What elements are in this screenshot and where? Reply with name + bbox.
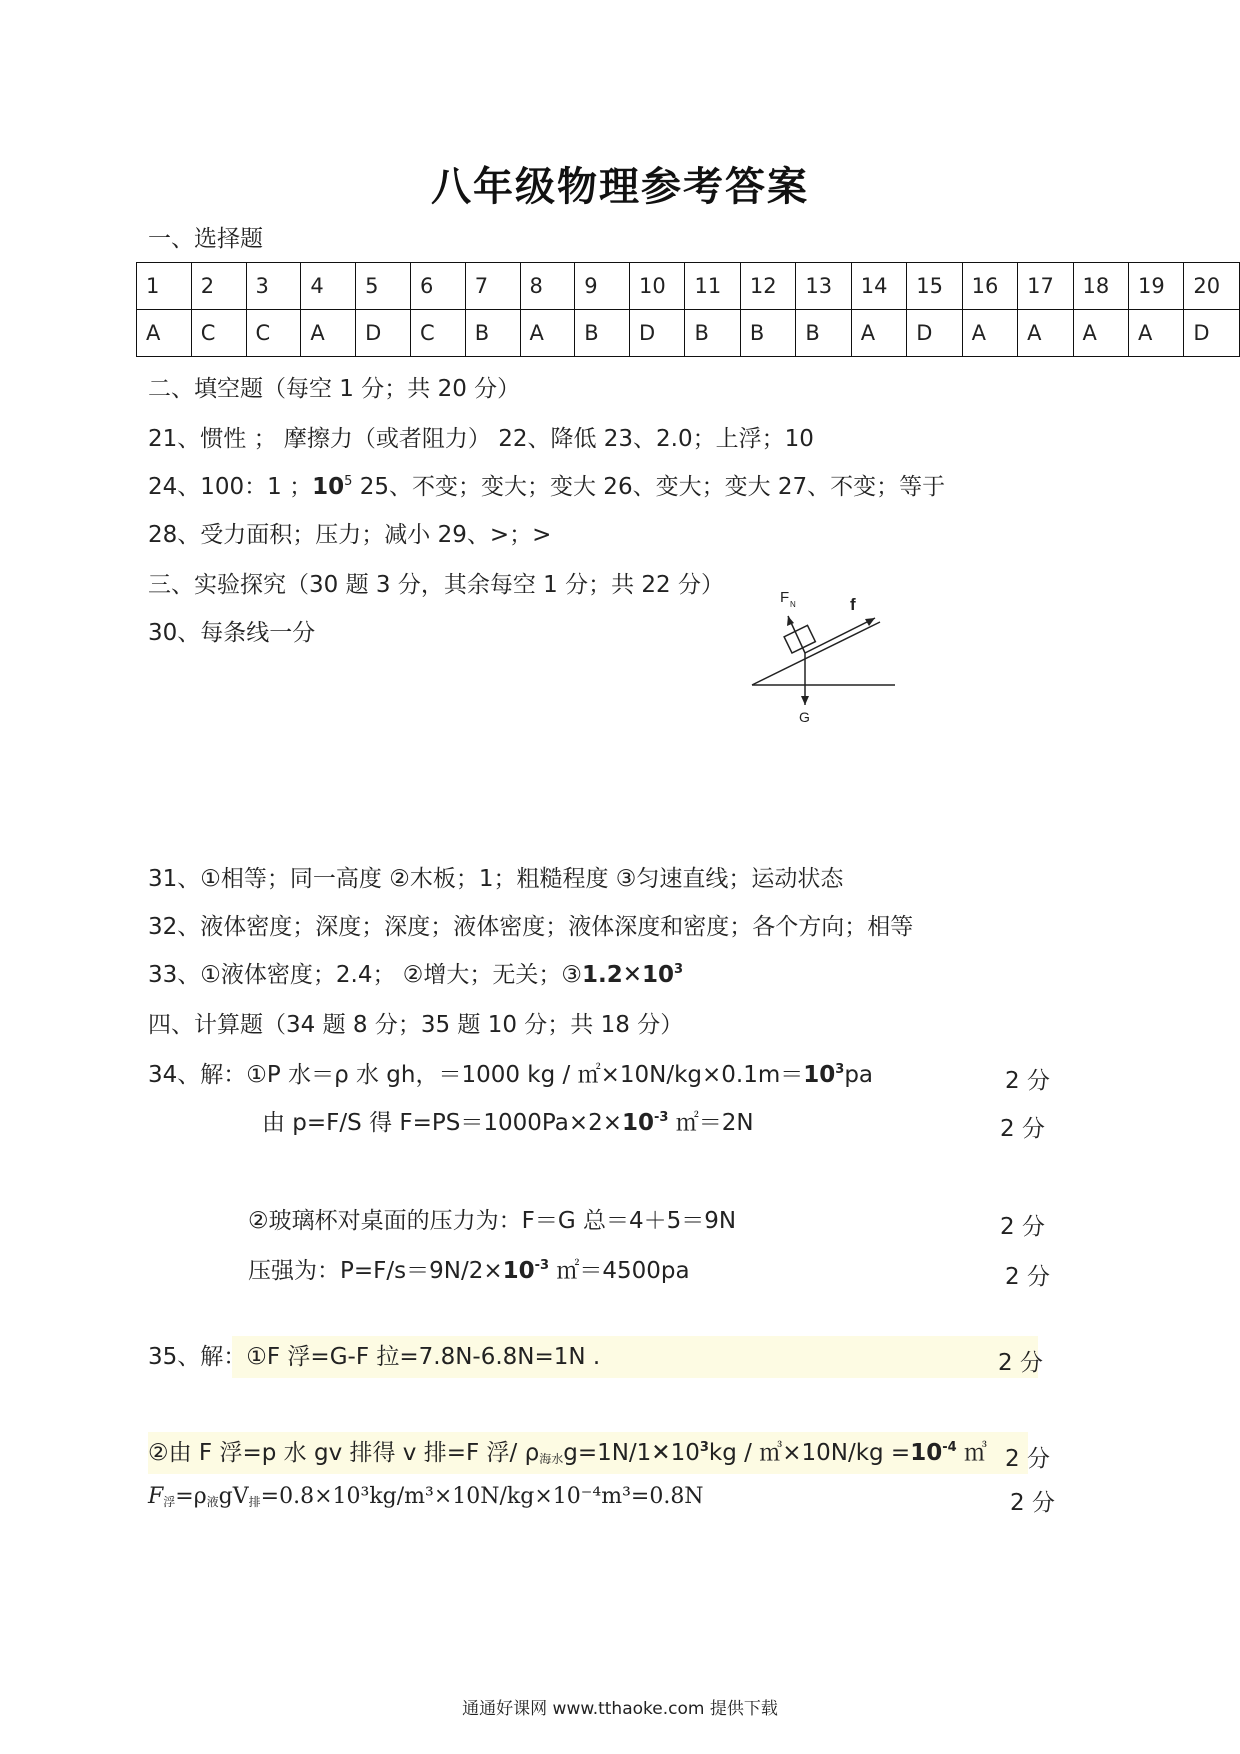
gravity-arrowhead [801, 696, 809, 705]
answer-33-value: 1.2✕10 [582, 962, 675, 988]
question-number-cell: 2 [191, 263, 246, 310]
answer-35-step2-exponent: 3 [699, 1440, 709, 1455]
question-number-cell: 11 [685, 263, 740, 310]
normal-force-label: F [780, 589, 790, 606]
answer-34-step4 [248, 1256, 690, 1286]
answer-34-step4-power: 10 [502, 1258, 535, 1284]
answer-cell: B [740, 310, 795, 357]
answer-35-step2-units: kg / ㎥×10N/kg = [708, 1440, 911, 1466]
normal-force-arrowhead [787, 616, 794, 626]
answer-cell: A [962, 310, 1017, 357]
answer-35-step2-text: ②由 F 浮=p 水 gv 排得 v 排=F 浮/ ρ [148, 1440, 540, 1466]
question-number-cell: 18 [1073, 263, 1128, 310]
answer-34-step1 [148, 1060, 873, 1090]
question-number-cell: 16 [962, 263, 1017, 310]
answer-35-step2-formula: g=1N/1✕10 [563, 1440, 700, 1466]
answer-row [137, 310, 1240, 357]
force-diagram [740, 580, 900, 725]
question-number-cell: 3 [246, 263, 301, 310]
answer-cell: B [465, 310, 520, 357]
answer-35-step2-power-exponent: -4 [942, 1440, 957, 1455]
question-number-cell: 13 [796, 263, 851, 310]
answer-24-exponent: 5 [344, 474, 353, 489]
question-number-cell: 5 [356, 263, 411, 310]
answer-cell: D [630, 310, 685, 357]
question-number-cell: 4 [301, 263, 356, 310]
page-title: 八年级物理参考答案 [431, 163, 809, 210]
answer-32: 32、液体密度；深度；深度；液体密度；液体深度和密度；各个方向；相等 [148, 914, 914, 940]
answer-35-step3 [148, 1484, 704, 1509]
answer-cell: B [685, 310, 740, 357]
answer-34-step2 [262, 1108, 754, 1138]
answer-34-step2-result: ㎡＝2N [668, 1110, 754, 1136]
score-35-step1: 2 分 [998, 1350, 1043, 1376]
answer-cell: A [301, 310, 356, 357]
friction-arrow [805, 618, 875, 653]
answer-cell: A [1018, 310, 1073, 357]
answer-24-power: 10 [312, 474, 345, 500]
answer-34-step1-exponent: 3 [835, 1062, 845, 1077]
footer-source: 通通好课网 www.tthaoke.com 提供下载 [462, 1699, 778, 1719]
answer-34-step4-exponent: -3 [534, 1258, 550, 1273]
answer-cell: D [907, 310, 962, 357]
score-35-step3: 2 分 [1010, 1490, 1055, 1516]
score-34-step1: 2 分 [1005, 1068, 1050, 1094]
answer-34-step2-exponent: -3 [654, 1110, 669, 1125]
section4-heading: 四、计算题（34 题 8 分；35 题 10 分；共 18 分） [148, 1012, 684, 1038]
answer-34-step4-result: ㎡＝4500pa [549, 1258, 690, 1284]
answer-21-23: 21、惯性 ； 摩擦力（或者阻力） 22、降低 23、2.0；上浮；10 [148, 426, 814, 452]
answer-34-step2-power: 10 [622, 1110, 655, 1136]
incline-line [752, 622, 880, 685]
question-number-cell: 7 [465, 263, 520, 310]
score-34-step4: 2 分 [1005, 1264, 1050, 1290]
answer-34-step1-power: 10 [803, 1062, 836, 1088]
answer-cell: A [1128, 310, 1183, 357]
question-number-cell: 9 [575, 263, 630, 310]
answer-35-step3-f: F [148, 1484, 164, 1509]
answer-cell: A [851, 310, 906, 357]
answer-35-step3-sub1: 浮 [163, 1495, 176, 1509]
answer-35-step2-unit: ㎥ [956, 1440, 987, 1466]
section1-heading: 一、选择题 [148, 226, 263, 252]
answer-35-step3-result: =0.8×10³kg/m³×10N/kg×10⁻⁴m³=0.8N [260, 1484, 704, 1509]
block [784, 625, 815, 653]
score-35-step2: 2 分 [1005, 1446, 1050, 1472]
answer-35-step2 [148, 1438, 987, 1468]
answer-cell: A [520, 310, 575, 357]
answer-35-step2-subscript: 海水 [539, 1452, 564, 1466]
question-number-row [137, 263, 1240, 310]
answer-25-27-text: 25、不变；变大；变大 26、变大；变大 27、不变；等于 [352, 474, 946, 500]
answer-cell: D [356, 310, 411, 357]
question-number-cell: 14 [851, 263, 906, 310]
question-number-cell: 6 [410, 263, 465, 310]
question-number-cell: 17 [1018, 263, 1073, 310]
answer-33-exponent: 3 [674, 962, 684, 977]
answer-34-step2-text: 由 p=F/S 得 F=PS＝1000Pa×2× [262, 1110, 622, 1136]
answer-35-step1: 35、解：①F 浮=G-F 拉=7.8N-6.8N=1N . [148, 1344, 601, 1370]
answer-cell: D [1184, 310, 1240, 357]
answer-35-step3-gv: gV [218, 1484, 249, 1509]
question-number-cell: 20 [1184, 263, 1240, 310]
answer-cell: B [796, 310, 851, 357]
answer-cell: C [410, 310, 465, 357]
question-number-cell: 19 [1128, 263, 1183, 310]
normal-force-subscript: N [790, 600, 796, 609]
answer-31: 31、①相等；同一高度 ②木板；1；粗糙程度 ③匀速直线；运动状态 [148, 866, 844, 892]
answer-35-step3-rho: =ρ [175, 1484, 207, 1509]
question-number-cell: 8 [520, 263, 575, 310]
score-34-step2: 2 分 [1000, 1116, 1045, 1142]
gravity-label: G [799, 709, 810, 725]
answer-34-step1-unit: pa [844, 1062, 874, 1088]
answer-35-step2-power: 10 [910, 1440, 943, 1466]
question-number-cell: 15 [907, 263, 962, 310]
score-34-step3: 2 分 [1000, 1214, 1045, 1240]
question-number-cell: 1 [137, 263, 192, 310]
answer-cell: A [1073, 310, 1128, 357]
answer-cell: C [191, 310, 246, 357]
answer-33 [148, 960, 683, 990]
answer-24-27 [148, 472, 945, 502]
answer-30: 30、每条线一分 [148, 620, 316, 646]
question-number-cell: 12 [740, 263, 795, 310]
section2-heading: 二、填空题（每空 1 分；共 20 分） [148, 376, 521, 402]
answer-cell: A [137, 310, 192, 357]
answer-28-29: 28、受力面积；压力；减小 29、>；> [148, 522, 552, 548]
answer-24-text: 24、100：1 ； [148, 474, 313, 500]
answer-33-text: 33、①液体密度；2.4； ②增大；无关；③ [148, 962, 583, 988]
answer-cell: C [246, 310, 301, 357]
answer-34-step1-text: 34、解：①P 水＝ρ 水 gh，＝1000 kg / ㎡×10N/kg×0.1m＝ [148, 1062, 804, 1088]
section3-heading: 三、实验探究（30 题 3 分，其余每空 1 分；共 22 分） [148, 572, 724, 598]
question-number-cell: 10 [630, 263, 685, 310]
answer-35-step3-sub2: 液 [206, 1495, 219, 1509]
answer-cell: B [575, 310, 630, 357]
friction-label: f [850, 595, 856, 614]
answer-34-step3: ②玻璃杯对桌面的压力为：F＝G 总＝4＋5＝9N [248, 1208, 737, 1234]
answer-34-step4-text: 压强为：P=F/s＝9N/2× [248, 1258, 503, 1284]
choice-answer-table [136, 262, 1240, 357]
answer-35-step3-sub3: 排 [248, 1495, 261, 1509]
